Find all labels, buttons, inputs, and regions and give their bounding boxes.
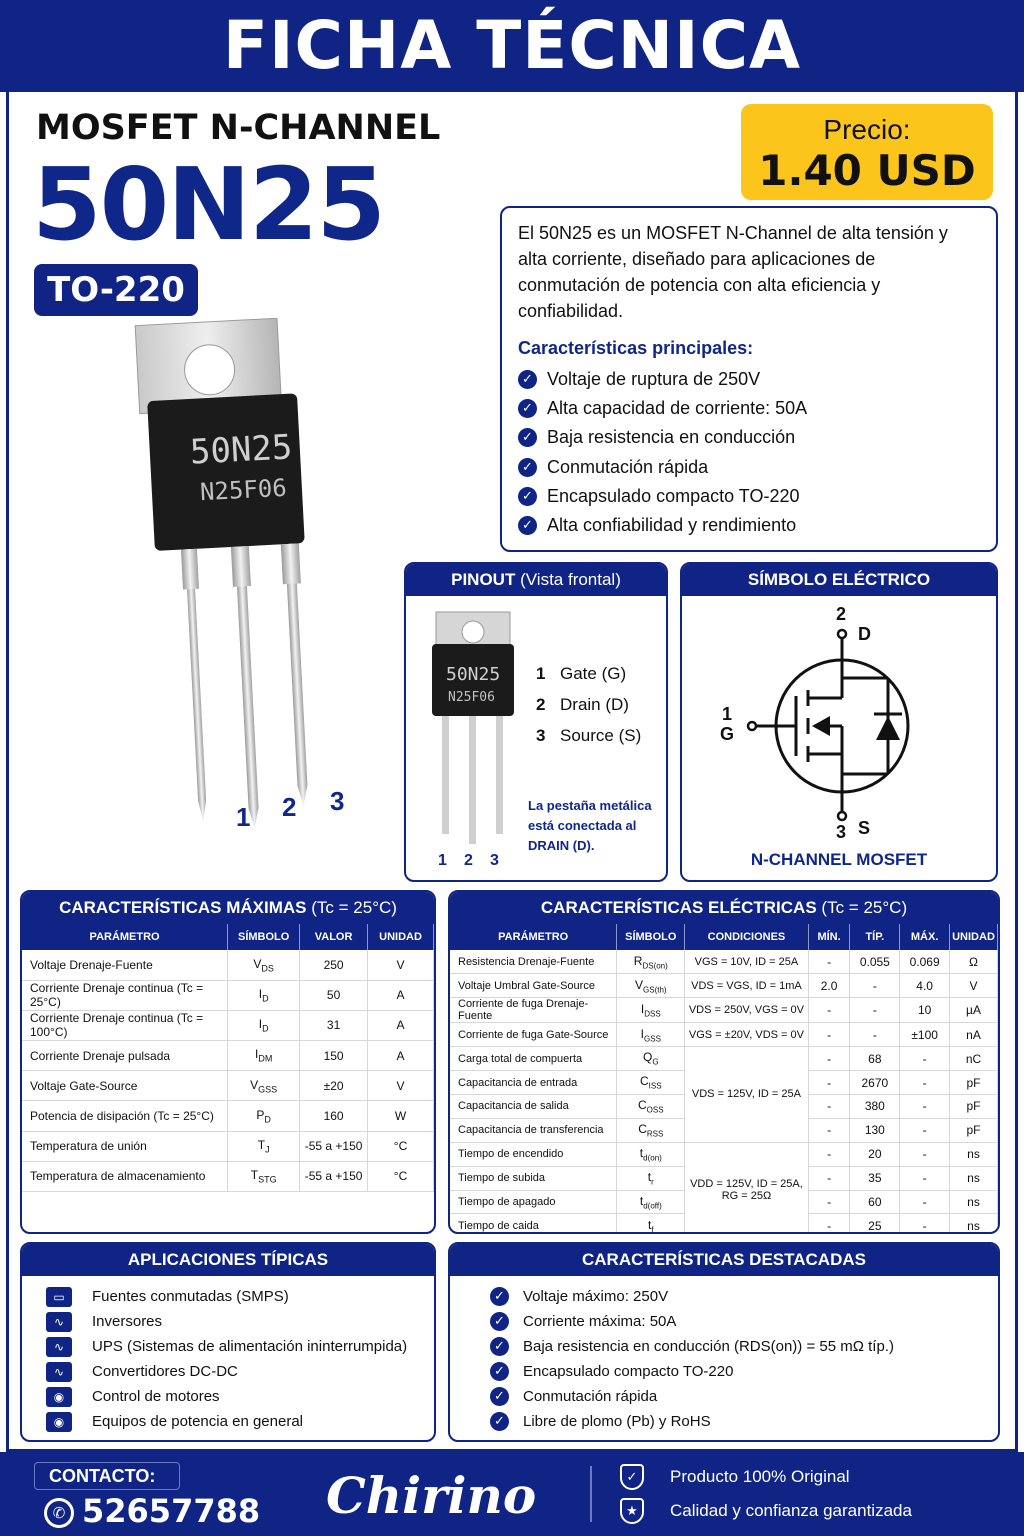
- page-banner-title: FICHA TÉCNICA: [0, 0, 1024, 92]
- description-box: [500, 206, 998, 552]
- table-row: Voltaje Drenaje-Fuente $V_{DS}$ 250 V: [22, 950, 434, 980]
- symbol-caption: N-CHANNEL MOSFET: [750, 850, 928, 869]
- award-ribbon-icon: ★: [620, 1498, 644, 1524]
- pin-list: [536, 664, 641, 757]
- list-item: ✓ Libre de plomo (Pb) y RoHS: [490, 1409, 998, 1434]
- table-row: Tiempo de caida $t_f$ - 25 - ns: [450, 1214, 998, 1234]
- table-row: Tiempo de subida $t_r$ - 35 - ns: [450, 1166, 998, 1190]
- table-row: Capacitancia de transferencia $C_{RSS}$ - 130 - pF: [450, 1118, 998, 1142]
- list-item: ∿ Inversores: [46, 1309, 434, 1334]
- list-item: ◉ Control de motores: [46, 1384, 434, 1409]
- power-supply-icon: ▭: [46, 1287, 72, 1307]
- features-title: Características principales:: [518, 338, 754, 358]
- mosfet-symbol-icon: [722, 622, 922, 832]
- pinout-title: PINOUT (Vista frontal): [406, 564, 666, 596]
- table-row: Potencia de disipación (Tc = 25°C) $P_D$ 160 W: [22, 1101, 434, 1131]
- list-item: ✓ Alta capacidad de corriente: 50A: [518, 394, 980, 423]
- symbol-source-number: 3: [836, 822, 847, 842]
- max-ratings-panel: [20, 890, 436, 1234]
- shield-check-icon: ✓: [620, 1464, 644, 1490]
- table-row: Temperatura de almacenamiento $T_{STG}$ -55 a +150 °C: [22, 1161, 434, 1191]
- table-row: Capacitancia de entrada $C_{ISS}$ - 2670 - pF: [450, 1071, 998, 1095]
- table-row: Corriente Drenaje continua (Tc = 100°C) $I_D$ 31 A: [22, 1010, 434, 1040]
- table-row: Voltaje Gate-Source $V_{GSS}$ ±20 V: [22, 1071, 434, 1101]
- table-row: Tiempo de apagado $t_{d(off)}$ - 60 - ns: [450, 1190, 998, 1214]
- check-icon: ✓: [518, 399, 537, 418]
- footer: [0, 1452, 1024, 1536]
- pinout-number-1: 1: [438, 852, 447, 869]
- list-item: ∿ Convertidores DC-DC: [46, 1359, 434, 1384]
- electrical-title: CARACTERÍSTICAS ELÉCTRICAS (Tc = 25°C): [450, 892, 998, 924]
- list-item: ✓ Voltaje de ruptura de 250V: [518, 365, 980, 394]
- symbol-source-label: S: [858, 818, 871, 838]
- brand-logo: Chirino: [326, 1466, 537, 1525]
- pinout-transistor-icon: [428, 608, 518, 848]
- symbol-drain-label: D: [858, 624, 871, 644]
- pinout-panel: [404, 562, 668, 882]
- max-ratings-table: PARÁMETRO SÍMBOLO VALOR UNIDAD Voltaje Drenaje-Fuente $V_{DS}$ 250 V Corriente Drenaje continua (Tc = 25°C) $I_D$ 50 A Corriente Drenaje continua (Tc = 100°C) $I_D$ 31 A Corriente Drenaje pulsada $I_{DM}$ 150 A Voltaje Gate-Source $V_{GSS}$ ±20 V Potencia de disipación (Tc = 25°C) $P_D$ 160 W Temperatura de unión $T_J$ -55 a +150 °C Temperatura de almacenamiento $T_{STG}$ -55 a +150 °C: [22, 924, 434, 1192]
- table-row: Voltaje Umbral Gate-Source $V_{GS(th)}$ VDS = VGS, ID = 1mA 2.0 - 4.0 V: [450, 974, 998, 998]
- table-row: Temperatura de unión $T_J$ -55 a +150 °C: [22, 1131, 434, 1161]
- phone-number[interactable]: ✆ 52657788: [44, 1492, 260, 1530]
- price-label: Precio:: [823, 114, 911, 145]
- electrical-table: PARÁMETRO SÍMBOLO CONDICIONES MÍN. TÍP. MÁX. UNIDAD Resistencia Drenaje-Fuente $R_{DS(on)}$ VGS = 10V, ID = 25A - 0.055 0.069 Ω Voltaje Umbral Gate-Source $V_{GS(th)}$ VDS = VGS, ID = 1mA 2.0 - 4.0 V Corriente de fuga Drenaje-Fuente $I_{DSS}$ VDS = 250V, VGS = 0V - - 10 µA Corriente de fuga Gate-Source $I_{GSS}$ VGS = ±20V, VDS = 0V - - ±100 nA Carga total de compuerta $Q_G$ VDS = 125V, ID = 25A - 68 - nC Capacitancia de entrada $C_{ISS}$ - 2670 - pF Capacitancia de salida $C_{OSS}$ - 380 - pF Capacitancia de transferencia $C_{RSS}$ - 130 - pF Tiempo de encendido $t_{d(on)}$ VDD = 125V, ID = 25A, RG = 25Ω - 20 - ns Tiempo de subida $t_r$ - 35 - ns Tiempo de apagado $t_{d(off)}$ - 60 - ns Tiempo de caida $t_f$ - 25 - ns: [450, 924, 998, 1234]
- check-icon: ✓: [518, 458, 537, 477]
- pinout-number-2: 2: [464, 852, 473, 869]
- symbol-panel: [680, 562, 998, 882]
- motor-icon: ◉: [46, 1387, 72, 1407]
- list-item: ∿ UPS (Sistemas de alimentación ininterrumpida): [46, 1334, 434, 1359]
- table-row: Corriente Drenaje continua (Tc = 25°C) $I_D$ 50 A: [22, 980, 434, 1010]
- check-icon: ✓: [518, 428, 537, 447]
- list-item: ✓ Baja resistencia en conducción: [518, 423, 980, 452]
- trust-original: ✓ Producto 100% Original: [620, 1464, 850, 1490]
- pinout-marking-secondary: N25F06: [448, 690, 495, 705]
- symbol-drain-number: 2: [836, 604, 847, 624]
- marking-secondary: N25F06: [199, 473, 288, 507]
- list-item: 3 Source (S): [536, 726, 642, 745]
- highlights-title: CARACTERÍSTICAS DESTACADAS: [450, 1244, 998, 1276]
- trust-quality: ★ Calidad y confianza garantizada: [620, 1498, 912, 1524]
- footer-divider: [590, 1466, 592, 1522]
- list-item: ✓ Conmutación rápida: [490, 1384, 998, 1409]
- max-ratings-title: CARACTERÍSTICAS MÁXIMAS (Tc = 25°C): [22, 892, 434, 924]
- description-text: El 50N25 es un MOSFET N-Channel de alta tensión y alta corriente, diseñado para aplicaciones de conmutación de potencia con alta eficiencia y confiabilidad.: [518, 223, 948, 321]
- check-icon: ✓: [518, 370, 537, 389]
- contact-label: CONTACTO:: [34, 1462, 180, 1490]
- symbol-title: SÍMBOLO ELÉCTRICO: [682, 564, 996, 596]
- check-icon: ✓: [490, 1362, 509, 1381]
- table-row: Capacitancia de salida $C_{OSS}$ - 380 - pF: [450, 1094, 998, 1118]
- pin-number-1: 1: [236, 802, 251, 832]
- pinout-number-3: 3: [490, 852, 499, 869]
- table-row: Resistencia Drenaje-Fuente $R_{DS(on)}$ VGS = 10V, ID = 25A - 0.055 0.069 Ω: [450, 950, 998, 974]
- features-list: [518, 365, 980, 540]
- highlights-list: [450, 1276, 998, 1434]
- ups-wave-icon: ∿: [46, 1337, 72, 1357]
- check-icon: ✓: [490, 1287, 509, 1306]
- list-item: ✓ Alta confiabilidad y rendimiento: [518, 511, 980, 540]
- table-row: Corriente de fuga Drenaje-Fuente $I_{DSS}$ VDS = 250V, VGS = 0V - - 10 µA: [450, 998, 998, 1023]
- applications-panel: [20, 1242, 436, 1442]
- table-row: Corriente de fuga Gate-Source $I_{GSS}$ VGS = ±20V, VDS = 0V - - ±100 nA: [450, 1023, 998, 1047]
- applications-title: APLICACIONES TÍPICAS: [22, 1244, 434, 1276]
- transistor-photo: [130, 318, 370, 838]
- pinout-note: La pestaña metálica está conectada al DRAIN (D).: [528, 798, 652, 853]
- check-icon: ✓: [518, 516, 537, 535]
- whatsapp-icon: ✆: [44, 1498, 74, 1528]
- highlights-panel: [448, 1242, 1000, 1442]
- list-item: 2 Drain (D): [536, 695, 629, 714]
- list-item: ✓ Conmutación rápida: [518, 453, 980, 482]
- check-icon: ✓: [518, 487, 537, 506]
- package-badge: TO-220: [34, 264, 198, 316]
- electrical-panel: [448, 890, 1000, 1234]
- marking-main: 50N25: [189, 427, 294, 473]
- product-subtitle: MOSFET N-CHANNEL: [36, 108, 441, 148]
- pin-number-2: 2: [282, 792, 297, 822]
- sine-wave-icon: ∿: [46, 1312, 72, 1332]
- list-item: ▭ Fuentes conmutadas (SMPS): [46, 1284, 434, 1309]
- price-box: [741, 104, 993, 200]
- pin-number-3: 3: [330, 786, 345, 816]
- list-item: ◉ Equipos de potencia en general: [46, 1409, 434, 1434]
- power-equipment-icon: ◉: [46, 1412, 72, 1432]
- check-icon: ✓: [490, 1412, 509, 1431]
- list-item: ✓ Baja resistencia en conducción (RDS(on)) = 55 mΩ típ.): [490, 1334, 998, 1359]
- list-item: ✓ Encapsulado compacto TO-220: [490, 1359, 998, 1384]
- check-icon: ✓: [490, 1337, 509, 1356]
- converter-wave-icon: ∿: [46, 1362, 72, 1382]
- check-icon: ✓: [490, 1387, 509, 1406]
- list-item: ✓ Encapsulado compacto TO-220: [518, 482, 980, 511]
- list-item: ✓ Voltaje máximo: 250V: [490, 1284, 998, 1309]
- list-item: ✓ Corriente máxima: 50A: [490, 1309, 998, 1334]
- product-model: 50N25: [32, 146, 385, 263]
- table-row: Corriente Drenaje pulsada $I_{DM}$ 150 A: [22, 1041, 434, 1071]
- symbol-gate-number: 1: [722, 704, 733, 724]
- table-row: Carga total de compuerta $Q_G$ VDS = 125V, ID = 25A - 68 - nC: [450, 1047, 998, 1071]
- symbol-gate-label: G: [720, 724, 735, 744]
- table-row: Tiempo de encendido $t_{d(on)}$ VDD = 125V, ID = 25A, RG = 25Ω - 20 - ns: [450, 1142, 998, 1166]
- pinout-marking-main: 50N25: [446, 664, 501, 685]
- applications-list: [22, 1276, 434, 1434]
- price-value: 1.40 USD: [758, 146, 976, 195]
- check-icon: ✓: [490, 1312, 509, 1331]
- list-item: 1 Gate (G): [536, 664, 627, 683]
